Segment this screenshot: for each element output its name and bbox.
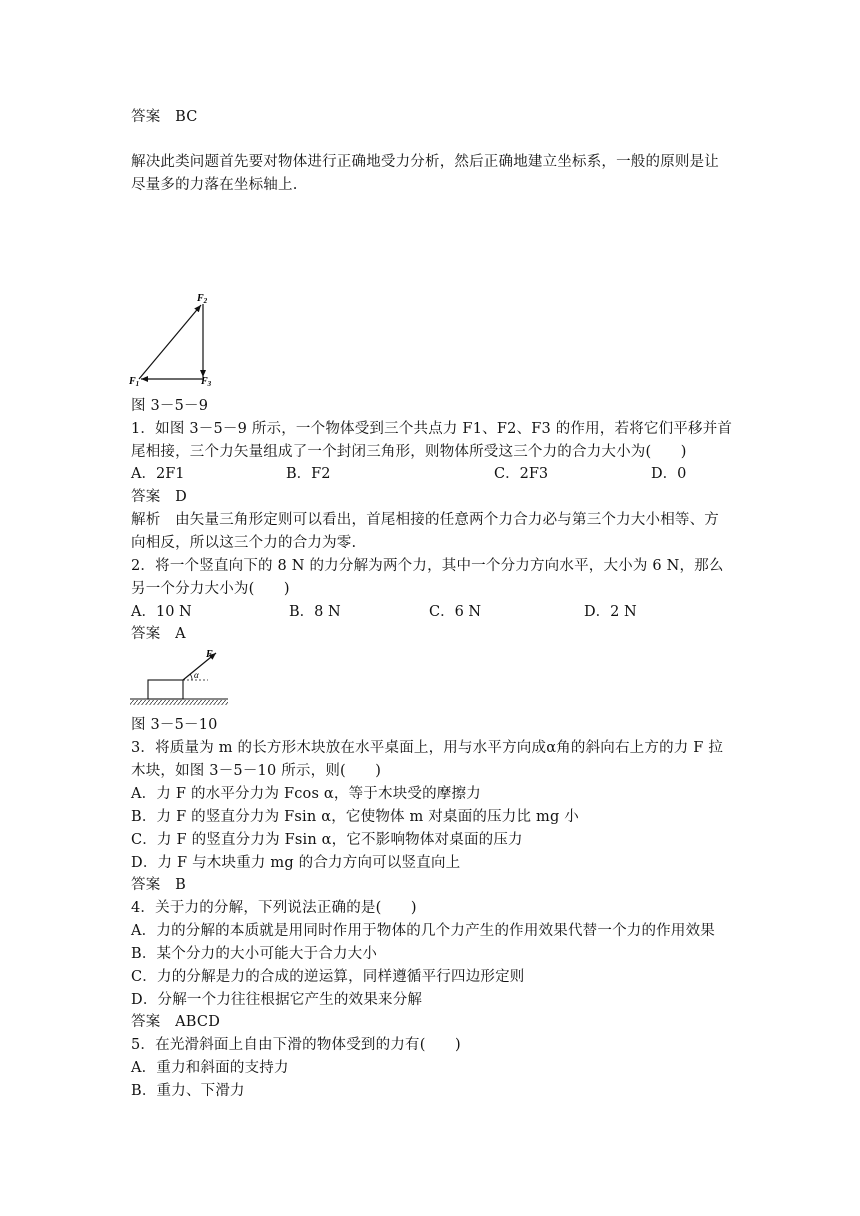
- f3-label: $F_3$: [201, 376, 212, 388]
- f1-vector: [139, 305, 201, 379]
- q4-option-c: C．力的分解是力的合成的逆运算，同样遵循平行四边形定则: [131, 969, 525, 985]
- question-1-line-2: 尾相接，三个力矢量组成了一个封闭三角形，则物体所受这三个力的合力大小为( ): [131, 444, 687, 460]
- q4-option-b: B．某个分力的大小可能大于合力大小: [131, 946, 378, 962]
- vector-triangle-figure: [126, 288, 226, 394]
- tip-line-2: 尽量多的力落在坐标轴上.: [131, 177, 298, 193]
- q5-option-b: B．重力、下滑力: [131, 1083, 245, 1099]
- block-force-figure: [128, 647, 238, 709]
- question-2-line-1: 2．将一个竖直向下的 8 N 的力分解为两个力，其中一个分力方向水平，大小为 6 N，那么: [131, 558, 724, 574]
- q2-option-b: B．8 N: [289, 604, 341, 620]
- q4-option-a: A．力的分解的本质就是用同时作用于物体的几个力产生的作用效果代替一个力的作用效果: [131, 923, 715, 939]
- q5-option-a: A．重力和斜面的支持力: [131, 1060, 289, 1076]
- q2-option-d: D．2 N: [584, 604, 637, 620]
- q1-option-b: B．F2: [286, 466, 331, 482]
- figure-caption: 图 3－5－9: [131, 398, 209, 414]
- f1-label: $F_1$: [129, 376, 140, 388]
- q4-answer: 答案 ABCD: [131, 1014, 221, 1030]
- q1-answer: 答案 D: [131, 489, 187, 505]
- q2-option-a: A．10 N: [131, 604, 192, 620]
- q1-analysis-line-2: 向相反，所以这三个力的合力为零.: [131, 535, 357, 551]
- angle-arc: [190, 674, 192, 680]
- q3-answer: 答案 B: [131, 877, 186, 893]
- question-1-line-1: 1．如图 3－5－9 所示，一个物体受到三个共点力 F1、F2、F3 的作用，若将它们平移并首: [131, 421, 733, 437]
- q4-option-d: D．分解一个力往往根据它产生的效果来分解: [131, 992, 423, 1008]
- tip-line-1: 解决此类问题首先要对物体进行正确地受力分析，然后正确地建立坐标系，一般的原则是让: [131, 154, 719, 170]
- question-3-line-1: 3．将质量为 m 的长方形木块放在水平桌面上，用与水平方向成α角的斜向右上方的力 F 拉: [131, 740, 724, 756]
- f2-label: $F_2$: [197, 293, 208, 305]
- question-4-line-1: 4．关于力的分解，下列说法正确的是( ): [131, 900, 417, 916]
- question-2-line-2: 另一个分力大小为( ): [131, 581, 290, 597]
- q1-option-c: C．2F3: [494, 466, 549, 482]
- force-label: F: [206, 649, 213, 660]
- wooden-block: [148, 680, 183, 699]
- answer-line: 答案 BC: [131, 109, 198, 125]
- q3-option-d: D．力 F 与木块重力 mg 的合力方向可以竖直向上: [131, 855, 461, 871]
- question-5-line-1: 5．在光滑斜面上自由下滑的物体受到的力有( ): [131, 1037, 461, 1053]
- q2-answer: 答案 A: [131, 626, 186, 642]
- q2-option-c: C．6 N: [429, 604, 482, 620]
- q3-option-c: C．力 F 的竖直分力为 Fsin α，它不影响物体对桌面的压力: [131, 832, 523, 848]
- q3-option-b: B．力 F 的竖直分力为 Fsin α，它使物体 m 对桌面的压力比 mg 小: [131, 809, 579, 825]
- q1-option-a: A．2F1: [131, 466, 185, 482]
- question-3-line-2: 木块，如图 3－5－10 所示，则( ): [131, 763, 382, 779]
- q1-option-d: D．0: [651, 466, 687, 482]
- figure-caption-2: 图 3－5－10: [131, 717, 218, 733]
- table-hatching: [130, 700, 228, 705]
- angle-label: α: [194, 670, 199, 680]
- q3-option-a: A．力 F 的水平分力为 Fcos α，等于木块受的摩擦力: [131, 786, 481, 802]
- q1-analysis-line-1: 解析 由矢量三角形定则可以看出，首尾相接的任意两个力合力必与第三个力大小相等、方: [131, 512, 719, 528]
